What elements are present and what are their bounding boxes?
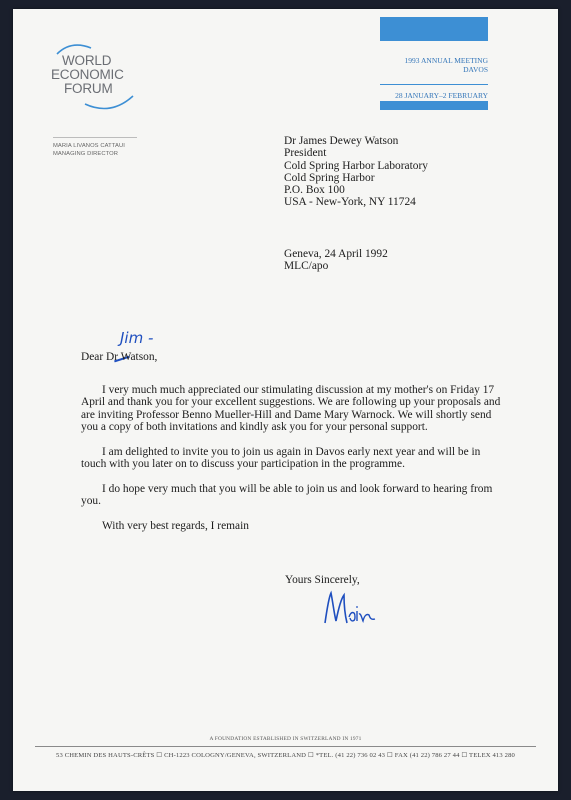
date-block [284,248,388,273]
sender-block [53,137,137,158]
foundation-note: A FOUNDATION ESTABLISHED IN SWITZERLAND IN 1971 [209,736,362,742]
paragraph: I am delighted to invite you to join us again in Davos early next year and will be in touch with you later on to discuss your participation in the programme. [81,445,481,470]
letter-body [81,384,501,545]
recipient-org: Cold Spring Harbor Laboratory [284,159,428,172]
banner-rule [380,84,488,85]
salutation: Dear Dr Watson, [81,351,158,363]
signature [319,589,379,634]
meeting-title: 1993 ANNUAL MEETING [404,56,488,65]
logo-line-2: ECONOMIC [51,67,124,82]
paragraph: I do hope very much that you will be able to join us and look forward to hearing from you. [81,482,493,508]
logo-swoosh-icon [51,44,141,116]
paragraph: With very best regards, I remain [102,519,249,532]
meeting-location: DAVOS [463,65,488,74]
closing: Yours Sincerely, [285,574,360,586]
logo-line-1: WORLD [62,53,112,68]
recipient-pobox: P.O. Box 100 [284,184,345,197]
recipient-city: Cold Spring Harbor [284,171,375,184]
recipient-country: USA - New-York, NY 11724 [284,196,416,209]
recipient-address [284,135,428,209]
letter-reference: MLC/apo [284,260,329,273]
sender-name: MARIA LIVANOS CATTAUI [53,143,125,149]
letter-page [13,9,558,791]
forum-logo [51,44,141,116]
logo-line-3: FORUM [64,81,113,96]
paragraph: I very much much appreciated our stimulating discussion at my mother's on Friday 17 April and thank you for your excellent suggestions. We are following up your proposals and are inviting Professor Benno Mueller-Hill and Dame Mary Warnock. We will shortly send you a copy of both invitations and kindly ask you for your personal support. [81,384,501,433]
signature-icon [319,589,379,629]
footer-address: 53 CHEMIN DES HAUTS-CRÊTS ☐ CH-1223 COLOGNY/GENEVA, SWITZERLAND ☐ *TEL. (41 22) 736 02 43 ☐ FAX (41 22) 786 27 44 ☐ TELEX 413 280 [56,752,515,759]
banner-bar-bottom [380,101,488,110]
meeting-banner [380,17,488,110]
meeting-dates: 28 JANUARY–2 FEBRUARY [395,91,488,100]
recipient-name: Dr James Dewey Watson [284,135,399,147]
recipient-title: President [284,147,327,160]
banner-bar-top [380,17,488,41]
handwritten-name: Jim - [120,329,154,347]
letter-date: Geneva, 24 April 1992 [284,248,388,260]
sender-title: MANAGING DIRECTOR [53,151,119,157]
footer-divider [35,746,536,747]
